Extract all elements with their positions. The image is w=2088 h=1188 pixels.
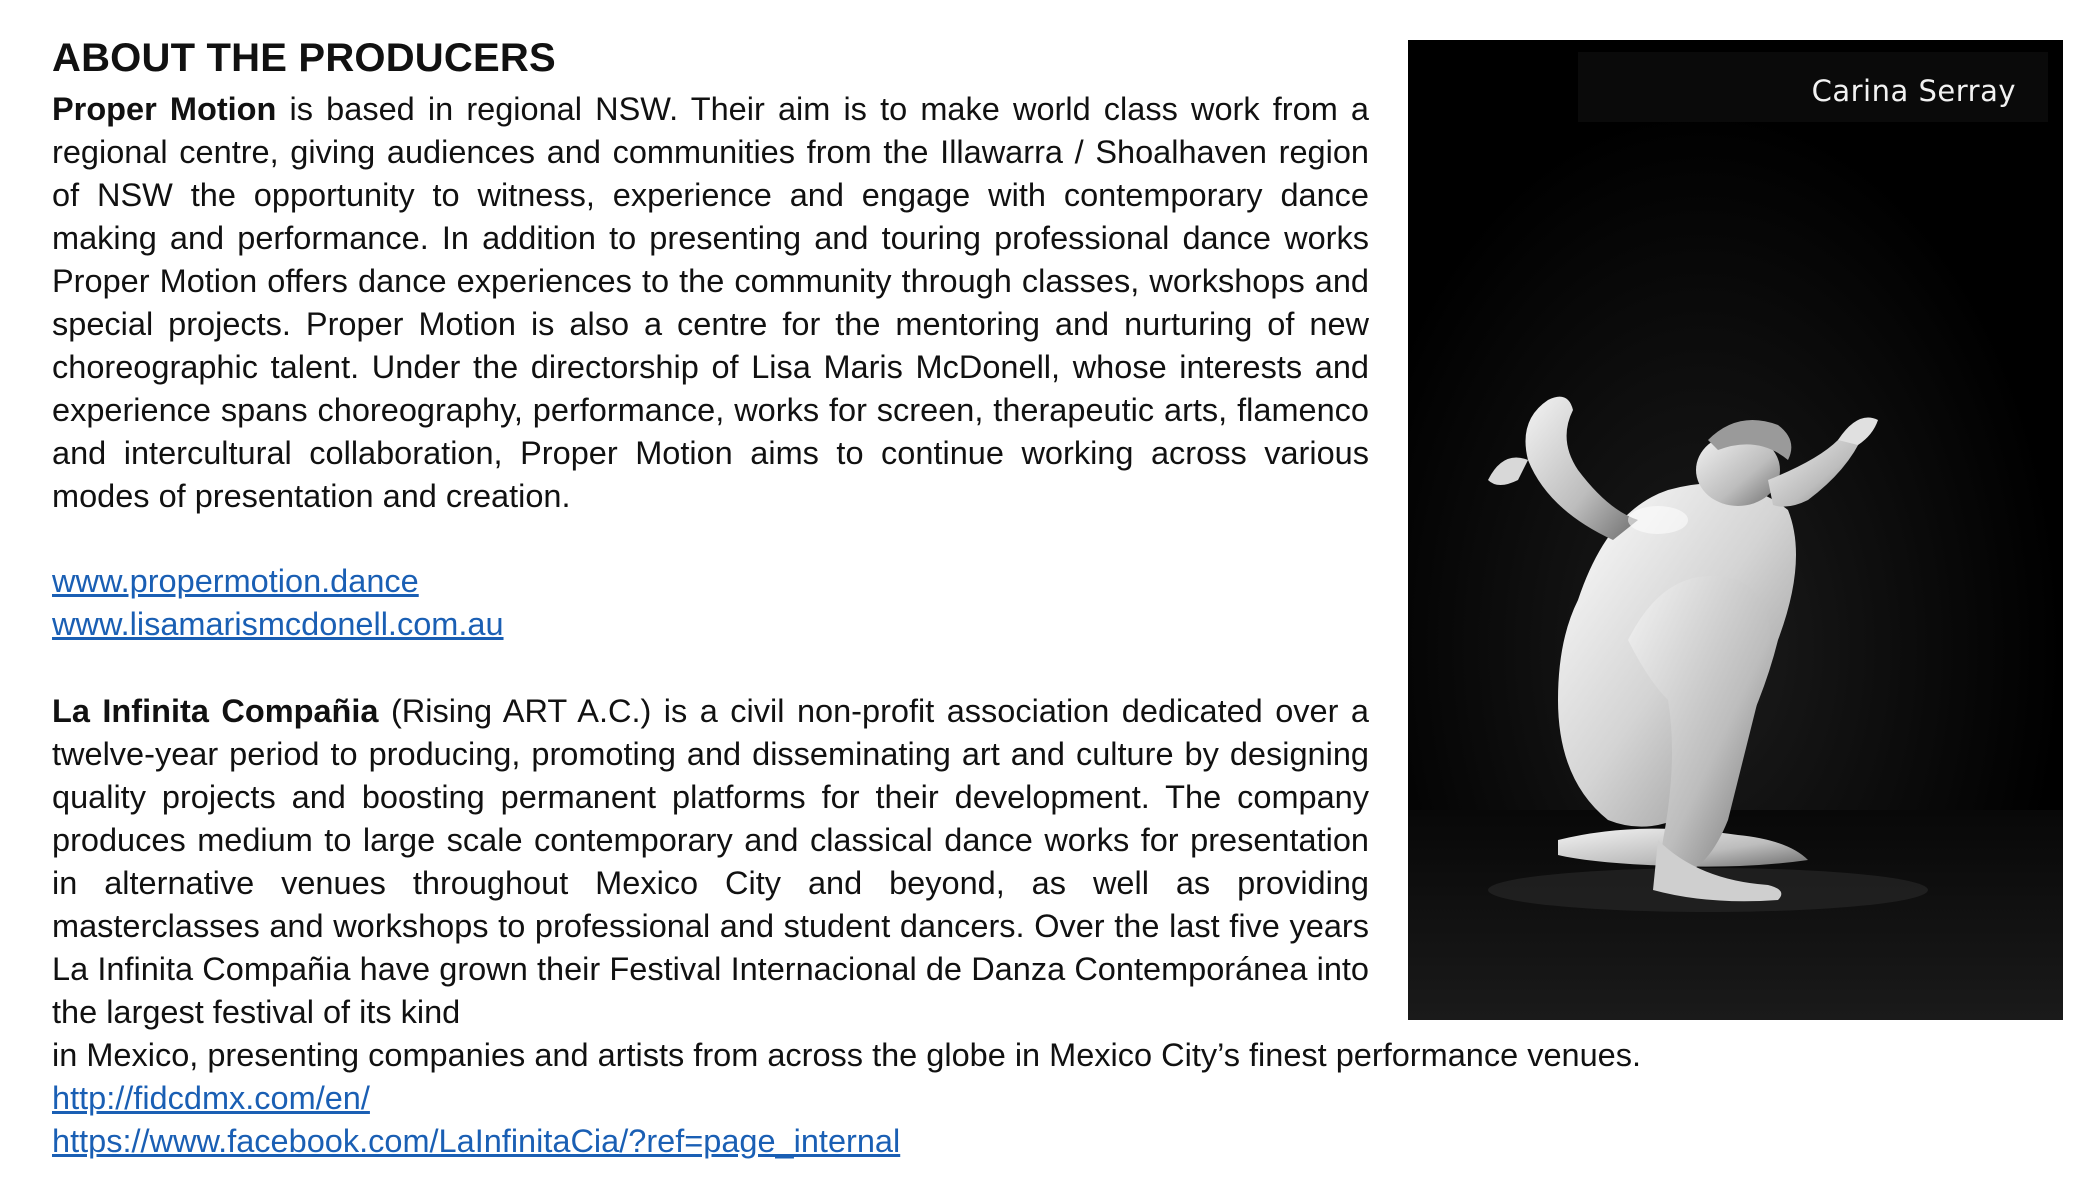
facebook-link[interactable]: https://www.facebook.com/LaInfinitaCia/?ref=page_internal xyxy=(52,1123,901,1159)
la-infinita-name: La Infinita Compañia xyxy=(52,693,379,729)
fidcdmx-link[interactable]: http://fidcdmx.com/en/ xyxy=(52,1080,370,1116)
photo-credit: Carina Serray xyxy=(1811,74,2016,108)
section-heading: ABOUT THE PRODUCERS xyxy=(52,36,556,80)
proper-motion-name: Proper Motion xyxy=(52,91,277,127)
propermotion-link[interactable]: www.propermotion.dance xyxy=(52,563,419,599)
proper-motion-paragraph xyxy=(52,88,1369,518)
proper-motion-description: is based in regional NSW. Their aim is to make world class work from a regional centre, giving audiences and communities from the Illawarra / Shoalhaven region of NSW the opportunity to witness, experience and engage with contemporary dance making and performance. In addition to presenting and touring professional dance works Proper Motion offers dance experiences to the community through classes, workshops and special projects. Proper Motion is also a centre for the mentoring and nurturing of new choreographic talent. Under the directorship of Lisa Maris McDonell, whose interests and experience spans choreography, performance, works for screen, therapeutic arts, flamenco and intercultural collaboration, Proper Motion aims to continue working across various modes of presentation and creation. xyxy=(52,91,1369,514)
dancer-photo xyxy=(1408,40,2063,1020)
photo-credit-box xyxy=(1578,52,2048,122)
dancer-illustration xyxy=(1408,40,2063,1020)
la-infinita-description: (Rising ART A.C.) is a civil non-profit association dedicated over a twelve-year period to producing, promoting and disseminating art and culture by designing quality projects and boosting permanent platforms for their development. The company produces medium to large scale contemporary and classical dance works for presentation in alternative venues throughout Mexico City and beyond, as well as providing masterclasses and workshops to professional and student dancers. Over the last five years La Infinita Compañia have grown their Festival Internacional de Danza Contemporánea into the largest festival of its kind xyxy=(52,693,1369,1030)
la-infinita-paragraph xyxy=(52,690,1369,1034)
la-infinita-description-tail: in Mexico, presenting companies and artists from across the globe in Mexico City’s finest performance venues. xyxy=(52,1037,1642,1073)
lisamarismcdonell-link[interactable]: www.lisamarismcdonell.com.au xyxy=(52,606,504,642)
